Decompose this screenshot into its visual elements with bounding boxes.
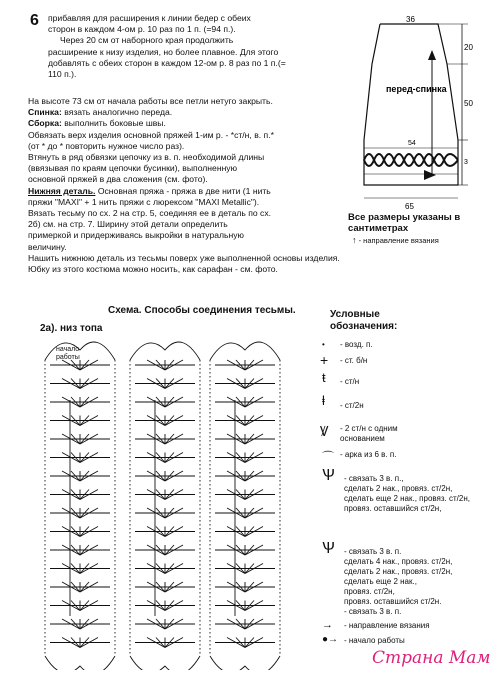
spinka-label: Спинка: bbox=[28, 107, 62, 118]
chart-stroke bbox=[210, 342, 280, 360]
text-line: 110 п.). bbox=[48, 69, 77, 80]
legend-item: - ст/2н bbox=[340, 401, 364, 410]
chart-stroke bbox=[210, 656, 280, 670]
legend-item: - начало работы bbox=[344, 636, 405, 645]
legend-item: сделать еще 2 нак., bbox=[344, 577, 417, 586]
text-line: прибавляя для расширения к линии бедер с обеих bbox=[48, 13, 251, 23]
legend-item: провяз. ст/2н, bbox=[344, 587, 395, 596]
legend-item: сделать 2 нак., провяз. ст/2н, bbox=[344, 567, 453, 576]
text-line: величину. bbox=[28, 241, 67, 252]
nizhnyaya-label: Нижняя деталь. bbox=[28, 185, 96, 196]
legend-item: - связать 3 в. п. bbox=[344, 607, 402, 616]
legend-item: - связать 3 в. п. bbox=[344, 547, 402, 556]
v-stitch-icon: Ꝟ bbox=[320, 423, 329, 439]
text-line: Втянуть в ряд обвязки цепочку из в. п. необходимой длины bbox=[28, 152, 265, 163]
text-line: добавлять с обеих сторон в каждом 12-ом р. 8 раз по 1 п.(= bbox=[48, 57, 286, 68]
watermark: Страна Мам bbox=[372, 648, 491, 668]
direction-arrow-icon: → bbox=[322, 619, 333, 631]
text-line: пряжи "MAXI" + 1 нить пряжи с люрексом "MAXI Metallic"). bbox=[28, 196, 260, 207]
cluster-2-icon: Ѱ bbox=[322, 540, 335, 557]
page-number: 6 bbox=[30, 12, 39, 29]
cluster-icon: Ѱ bbox=[322, 467, 335, 484]
text-line: На высоте 73 см от начала работы все петли нетуго закрыть. bbox=[28, 96, 273, 106]
legend-item: провяз. оставшийся ст/2н, bbox=[344, 504, 442, 513]
direction-note: ↑ - направление вязания bbox=[352, 235, 439, 245]
dc-icon: ŧ bbox=[322, 370, 326, 385]
scheme-subtitle: 2а). низ топа bbox=[40, 323, 103, 334]
legend-item: провяз. оставшийся ст/2н. bbox=[344, 597, 442, 606]
chart-stroke bbox=[45, 342, 115, 360]
legend-item: - возд. п. bbox=[340, 340, 373, 349]
legend-title: Условные обозначения: bbox=[330, 309, 398, 332]
text-line: 2б) см. на стр. 7. Ширину этой детали определить bbox=[28, 219, 228, 230]
text-line: Через 20 см от наборного края продолжить bbox=[60, 35, 234, 46]
dimension-label: 36 bbox=[406, 15, 415, 24]
legend-item: - 2 ст/н с одним основанием bbox=[340, 424, 398, 443]
dimension-label: 54 bbox=[408, 140, 416, 147]
dimension-label: 65 bbox=[405, 202, 414, 211]
legend-item: сделать 2 нак., провяз. ст/2н, bbox=[344, 484, 453, 493]
tr-icon: ⱡ bbox=[322, 393, 325, 408]
chart-stroke bbox=[45, 656, 115, 670]
text-line: расширение к низу изделия, но более плавное. Для этого bbox=[48, 46, 279, 57]
chain-icon: • bbox=[322, 340, 325, 349]
text-line: сторон в каждом 4-ом р. 10 раз по 1 п. (=94 п.). bbox=[48, 24, 236, 35]
text-line: Нашить нижнюю деталь из тесьмы поверх уже выполненной основы изделия. bbox=[28, 252, 340, 263]
text-line: основной пряжей в два сложения (см. фото). bbox=[28, 174, 208, 185]
legend-item: сделать 4 нак., провяз. ст/2н, bbox=[344, 557, 453, 566]
text-line: Вязать тесьму по сх. 2 на стр. 5, соединяя ее в деталь по сх. bbox=[28, 208, 272, 219]
dimension-label: 3 bbox=[464, 159, 468, 166]
chart-stroke bbox=[130, 342, 200, 360]
text-line: Основная пряжа - пряжа в две нити (1 нить bbox=[97, 185, 271, 196]
chart-stroke bbox=[130, 656, 200, 670]
text-line: Обвязать верх изделия основной пряжей 1-им р. - *ст/н, в. п.* bbox=[28, 129, 274, 140]
instructions bbox=[28, 96, 340, 275]
legend-item: - арка из 6 в. п. bbox=[340, 450, 397, 459]
legend-item: - ст. б/н bbox=[340, 356, 368, 365]
dimension-label: 20 bbox=[464, 43, 473, 52]
dimension-label: 50 bbox=[464, 99, 473, 108]
scheme-title: Схема. Способы соединения тесьмы. bbox=[108, 305, 296, 316]
start-arrow-icon: ●→ bbox=[322, 634, 339, 645]
pattern-label: перед-спинка bbox=[386, 84, 447, 94]
arch-icon: ⌒ bbox=[322, 450, 335, 464]
text-line: (от * до * повторить нужное число раз). bbox=[28, 140, 185, 151]
intro-text bbox=[48, 13, 286, 80]
pattern-note: Все размеры указаны в сантиметрах bbox=[348, 212, 461, 234]
legend-item: - направление вязания bbox=[344, 621, 430, 630]
pattern-diagram bbox=[350, 10, 490, 215]
spinka-text: вязать аналогично переда. bbox=[64, 107, 173, 118]
sc-icon: + bbox=[320, 352, 329, 368]
crochet-chart bbox=[20, 330, 320, 670]
legend-item: - связать 3 в. п., bbox=[344, 474, 404, 483]
text-line: Юбку из этого костюма можно носить, как сарафан - см. фото. bbox=[28, 264, 278, 275]
text-line: примеркой и придерживаясь выкройки в натуральную bbox=[28, 230, 245, 241]
text-line: (ввязывая по краям цепочки бусинки), выполненную bbox=[28, 163, 238, 174]
sborka-label: Сборка: bbox=[28, 118, 62, 129]
sborka-text: выполнить боковые швы. bbox=[64, 118, 166, 129]
legend-item: сделать еще 2 нак., провяз. ст/2н, bbox=[344, 494, 470, 503]
legend-item: - ст/н bbox=[340, 377, 360, 386]
start-label: начало работы bbox=[56, 346, 80, 361]
